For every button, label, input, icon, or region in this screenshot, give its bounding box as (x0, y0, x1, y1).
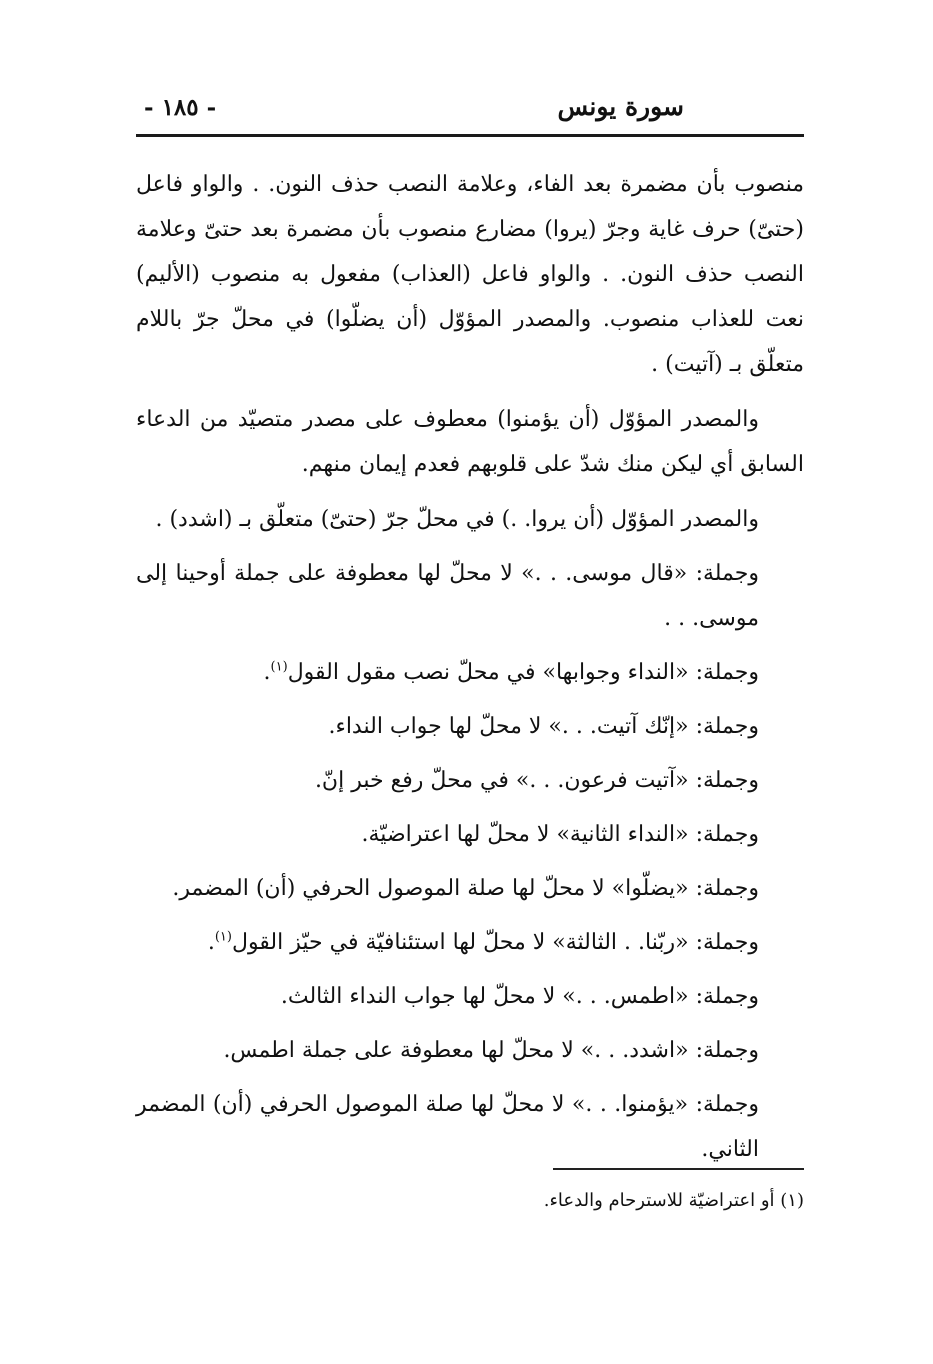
sentence-label: وجملة: (695, 561, 759, 586)
page-header (136, 92, 804, 137)
sentence-item (136, 812, 804, 857)
sentence-item (136, 1082, 804, 1172)
footnote: (١) أو اعتراضيّة للاسترحام والدعاء. (543, 1190, 804, 1211)
sentence-item (136, 758, 804, 803)
sentence-item (136, 920, 804, 965)
sentence-text: «قال موسى. . .» لا محلّ لها معطوفة على جملة أوحينا إلى موسى. . . (136, 561, 759, 631)
sentence-end: . (263, 660, 271, 685)
sentence-text: «يضلّوا» لا محلّ لها صلة الموصول الحرفي (أن) المضمر. (172, 876, 689, 901)
sentence-text: «اطمس. . .» لا محلّ لها جواب النداء الثالث. (280, 984, 689, 1009)
sentence-text: «يؤمنوا. . .» لا محلّ لها صلة الموصول الحرفي (أن) المضمر الثاني. (136, 1092, 759, 1162)
page-body (136, 162, 804, 1172)
paragraph: والمصدر المؤوّل (أن يروا. .) في محلّ جرّ (حتىّ) متعلّق بـ (اشدد) . (155, 507, 759, 532)
sentence-text: «النداء وجوابها» في محلّ نصب مقول القول (287, 660, 689, 685)
sentence-label: وجملة: (695, 876, 759, 901)
sentence-item (136, 551, 804, 641)
paragraph: منصوب بأن مضمرة بعد الفاء، وعلامة النصب حذف النون. . والواو فاعل (حتىّ) حرف غاية وجرّ (يروا) مضارع منصوب بأن مضمرة بعد حتىّ وعلامة النصب حذف النون. . والواو فاعل (العذاب) مفعول به منصوب (الأليم) نعت للعذاب منصوب. والمصدر المؤوّل (أن يضلّوا) في محلّ جرّ باللام متعلّق بـ (آتيت) . (136, 172, 804, 377)
sentence-text: «ربّنا. . الثالثة» لا محلّ لها استئنافيّة في حيّز القول (231, 930, 689, 955)
sentence-item (136, 974, 804, 1019)
sentence-item (136, 704, 804, 749)
paragraph: والمصدر المؤوّل (أن يؤمنوا) معطوف على مصدر متصيّد من الدعاء السابق أي ليكن منك شدّ على قلوبهم فعدم إيمان منهم. (136, 407, 804, 477)
sentence-label: وجملة: (695, 1092, 759, 1117)
sentence-label: وجملة: (695, 984, 759, 1009)
sentence-label: وجملة: (695, 1038, 759, 1063)
sentence-label: وجملة: (695, 822, 759, 847)
sentence-label: وجملة: (695, 714, 759, 739)
sentence-label: وجملة: (695, 930, 759, 955)
sentence-text: «آتيت فرعون. . .» في محلّ رفع خبر إنّ. (314, 768, 689, 793)
sentence-text: «النداء الثانية» لا محلّ لها اعتراضيّة. (361, 822, 689, 847)
sentence-end: . (207, 930, 215, 955)
page-number: - ١٨٥ - (144, 94, 217, 121)
sentence-item (136, 1028, 804, 1073)
sentence-item (136, 866, 804, 911)
sentence-text: «إنّك آتيت. . .» لا محلّ لها جواب النداء. (328, 714, 689, 739)
page-title: سورة يونس (557, 92, 684, 121)
sentence-text: «اشدد. . .» لا محلّ لها معطوفة على جملة اطمس. (223, 1038, 689, 1063)
sentence-label: وجملة: (695, 660, 759, 685)
sentence-label: وجملة: (695, 768, 759, 793)
sentence-item (136, 650, 804, 695)
footnote-divider (553, 1168, 804, 1170)
footnote-marker: (١) (214, 929, 232, 945)
footnote-marker: (١) (270, 659, 288, 675)
